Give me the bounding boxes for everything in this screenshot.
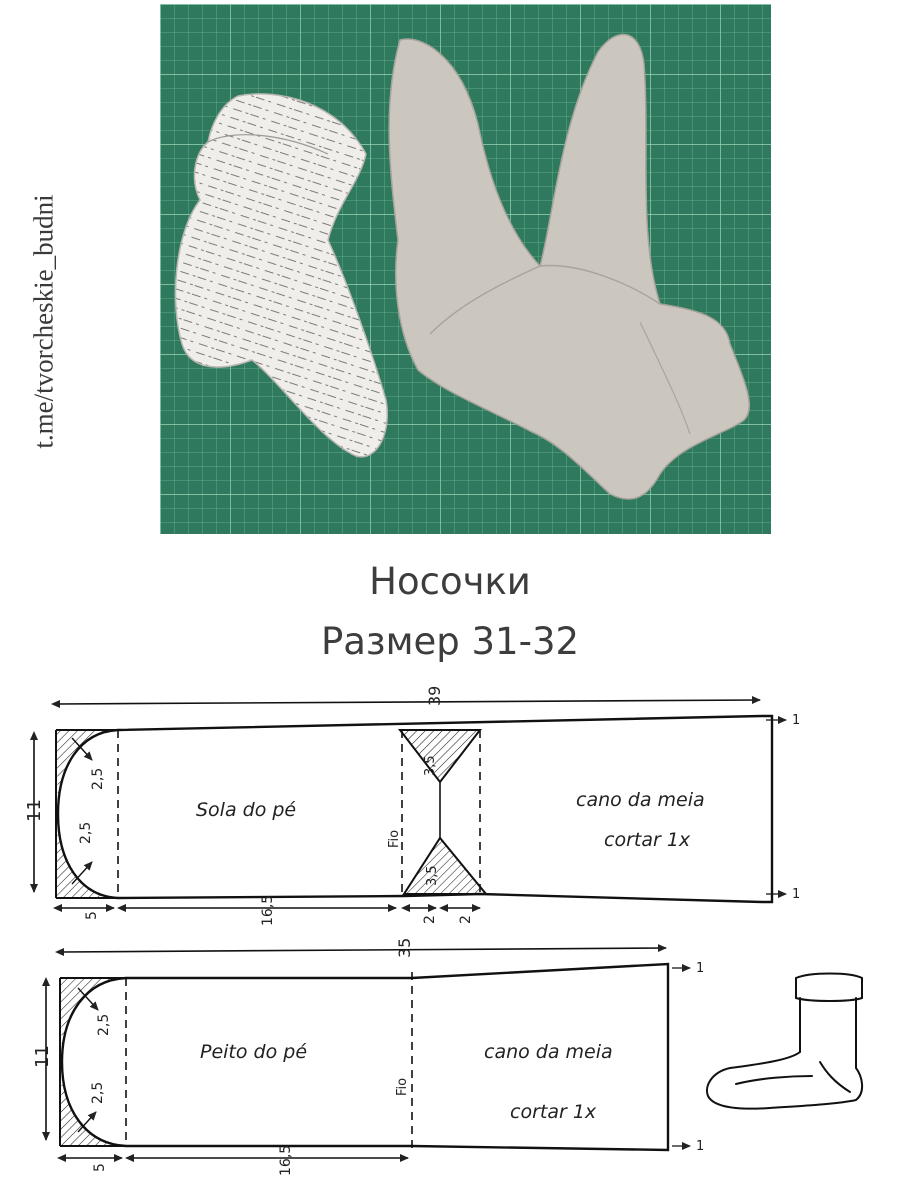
top-sole-length: 16,5 (260, 894, 276, 926)
sewing-pattern (0, 672, 900, 1200)
top-grain-label: Fio (387, 829, 402, 848)
watermark-text: t.me/tvorcheskie_budni (28, 194, 59, 449)
page-title: Носочки (369, 560, 531, 603)
socks-photo (160, 4, 771, 534)
bottom-radius-1: 2,5 (96, 1013, 112, 1036)
top-gusset-top: 3,5 (423, 755, 438, 776)
top-piece-label: Sola do pé (196, 799, 297, 821)
bottom-total-length: 35 (395, 937, 414, 958)
gusset-bottom (404, 838, 486, 894)
gusset-top (400, 730, 480, 782)
pattern-drawing (0, 672, 900, 1200)
socks-photo-illustration (160, 4, 771, 534)
top-taper-bottom: 1 (792, 887, 801, 902)
bottom-taper-bottom: 1 (696, 1139, 705, 1154)
top-toe-width: 5 (84, 911, 100, 920)
top-radius-1: 2,5 (90, 767, 106, 790)
top-gusset-w2: 2 (458, 915, 474, 924)
top-cut-label: cortar 1x (604, 829, 691, 851)
top-height: 11 (24, 799, 45, 822)
top-gusset-w1: 2 (422, 915, 438, 924)
top-taper-top: 1 (792, 713, 801, 728)
top-radius-2: 2,5 (78, 821, 94, 844)
pattern-piece-sole (24, 686, 800, 926)
bottom-cut-label: cortar 1x (510, 1101, 597, 1123)
bottom-radius-2: 2,5 (90, 1081, 106, 1104)
bottom-leg-label: cano da meia (484, 1041, 613, 1063)
pattern-piece-instep (32, 938, 704, 1176)
top-total-length: 39 (425, 685, 444, 706)
top-gusset-bottom: 3,5 (425, 865, 440, 886)
page-subtitle: Размер 31-32 (320, 620, 580, 663)
bottom-sole-length: 16,5 (278, 1144, 294, 1176)
bottom-height: 11 (32, 1045, 53, 1068)
sock-sketch (707, 974, 862, 1109)
top-leg-label: cano da meia (576, 789, 705, 811)
bottom-taper-top: 1 (696, 961, 705, 976)
bottom-grain-label: Fio (395, 1077, 410, 1096)
bottom-piece-label: Peito do pé (200, 1041, 308, 1063)
bottom-toe-width: 5 (92, 1163, 108, 1172)
